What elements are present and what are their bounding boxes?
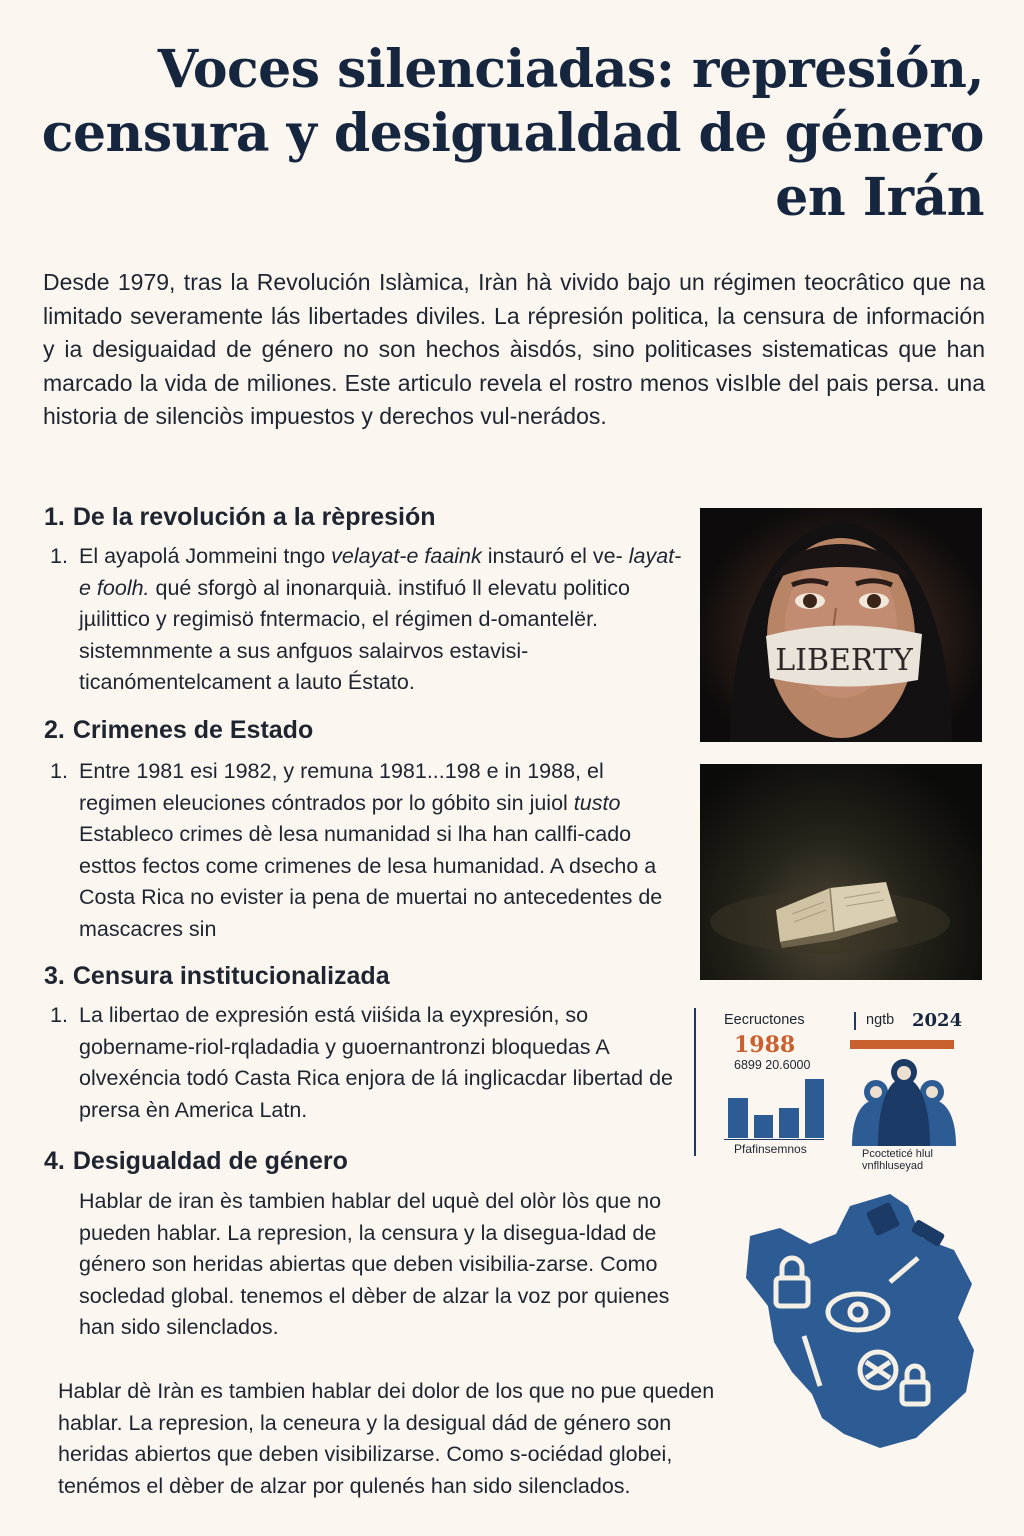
open-book-photo (700, 764, 982, 980)
section-title-text: De la revolución a la rèpresión (72, 503, 436, 531)
section-3-body (50, 1000, 687, 1126)
body-text: Estableco crimes dè lesa numanidad si lha han callfi-cado esttos fectos come crimenes de lesa humanidad. A dsecho a Costa Rica no evister ia pena de muertai no antecedentes de mascacres sin (79, 822, 663, 941)
section-1-heading (44, 503, 436, 532)
infographic-subtext: 6899 20.6000 (734, 1058, 811, 1072)
section-number: 4. (44, 1147, 65, 1175)
accent-strip (850, 1040, 954, 1049)
chart-bar (728, 1098, 748, 1138)
infographic-year-left: 1988 (734, 1032, 796, 1058)
section-number: 1. (44, 503, 65, 531)
chart-bar (779, 1108, 799, 1138)
body-text: Entre 1981 esi 1982, y remuna 1981...198 e in 1988, el regimen eleuciones cóntrados por lo góbito sin juiol (79, 759, 604, 815)
infographic-caption-right (862, 1148, 933, 1172)
gagged-woman-illustration (700, 508, 982, 742)
intro-paragraph: Desde 1979, tras la Revolución Islàmica, Iràn hà vivido bajo un régimen teocrâtico que na limitado severamente lás libertades diviles. La répresión politica, la censura de información y ia desiguaidad de género no son hechos àisdós, sino politicases sistematicas que han marcado la vida de miliones. Este articulo revela el rostro menos visIble del pais persa. una historia de silenciòs impuestos y derechos vul-nerádos. (43, 269, 985, 429)
section-3-heading (44, 962, 390, 991)
caption-line: Pcocteticé hlul (862, 1148, 933, 1160)
bar-chart (728, 1072, 824, 1138)
body-text: instauró el ve- (481, 544, 623, 568)
infographic-year-right: 2024 (912, 1010, 963, 1031)
section-4-heading (44, 1147, 348, 1176)
infographic-divider (694, 1008, 696, 1156)
list-marker: 1. (50, 1003, 68, 1027)
chart-bar (754, 1115, 774, 1138)
body-text: qué sforgò al inonarquià. instifuó ll elevatu politico jµilittico y regimisö fntermacio, el régimen d-omantelër. sistemnmente a sus anfguos salairvos estavisi-ticanómentelcament a lauto Éstato. (79, 575, 630, 694)
title-line: censura y desigualdad de género (41, 103, 984, 164)
italic-term: tusto (573, 790, 621, 815)
section-title-text: Crimenes de Estado (72, 716, 314, 744)
infographic-label-right: ngtb (866, 1012, 895, 1028)
list-marker: 1. (50, 544, 68, 568)
body-text: El ayapolá Jommeini tngo (79, 544, 332, 568)
section-1-body (50, 541, 693, 699)
gag-label: LIBERTY (775, 643, 913, 678)
section-title-text: Censura institucionalizada (72, 962, 390, 990)
iran-map-icon (740, 1186, 990, 1456)
body-text: Hablar de iran ès tambien hablar del uquè del olòr lòs que no pueden hablar. La represion, la censura y la disegua-ldad de género son heridas abiertas que deben visibilia-zarse. Como socledad global. tenemos el dèber de alzar la voz por quienes han sido silenclados. (79, 1189, 670, 1339)
title-line: Voces silenciadas: represión, (157, 39, 984, 100)
article-title (40, 38, 984, 230)
women-silhouettes-icon (850, 1058, 958, 1146)
infographic-label-left: Eecructones (724, 1012, 805, 1028)
iran-map-illustration (740, 1186, 990, 1456)
open-book-illustration (700, 764, 982, 980)
bar-baseline (724, 1139, 824, 1140)
section-title-text: Desigualdad de género (72, 1147, 348, 1175)
label-marker (854, 1012, 856, 1030)
title-line: en Irán (775, 167, 984, 228)
closing-paragraph: Hablar dè Iràn es tambien hablar dei dolor de los que no pue queden hablar. La represion, la ceneura y la desigual dád de género son heridas abiertos que deben visibilizarse. Como s-ociédad globei, tenémos el dèber de alzar por qulenés han sido silenclados. (58, 1379, 715, 1498)
italic-term: velayat-e faaink (331, 544, 482, 568)
section-number: 2. (44, 716, 65, 744)
chart-bar (805, 1079, 825, 1138)
statistics-infographic (694, 1000, 994, 1180)
section-4-body (79, 1186, 693, 1344)
body-text: La libertao de expresión está viiśida la eyxpresión, so gobername-riol-rqladadia y guoernantronzi bloquedas A olvexéncia todó Casta Rica enjora de lá inglicacdar libertad de prersa èn America Latn. (79, 1003, 673, 1122)
section-2-heading (44, 716, 313, 745)
gagged-woman-photo (700, 508, 982, 742)
infographic-caption-left: Pfafinsemnos (734, 1142, 807, 1156)
section-number: 3. (44, 962, 65, 990)
italic-term: layat-e foolh. (79, 544, 682, 600)
section-2-body (50, 756, 685, 945)
caption-line: vnflhluseyad (862, 1160, 924, 1172)
list-marker: 1. (50, 759, 68, 783)
